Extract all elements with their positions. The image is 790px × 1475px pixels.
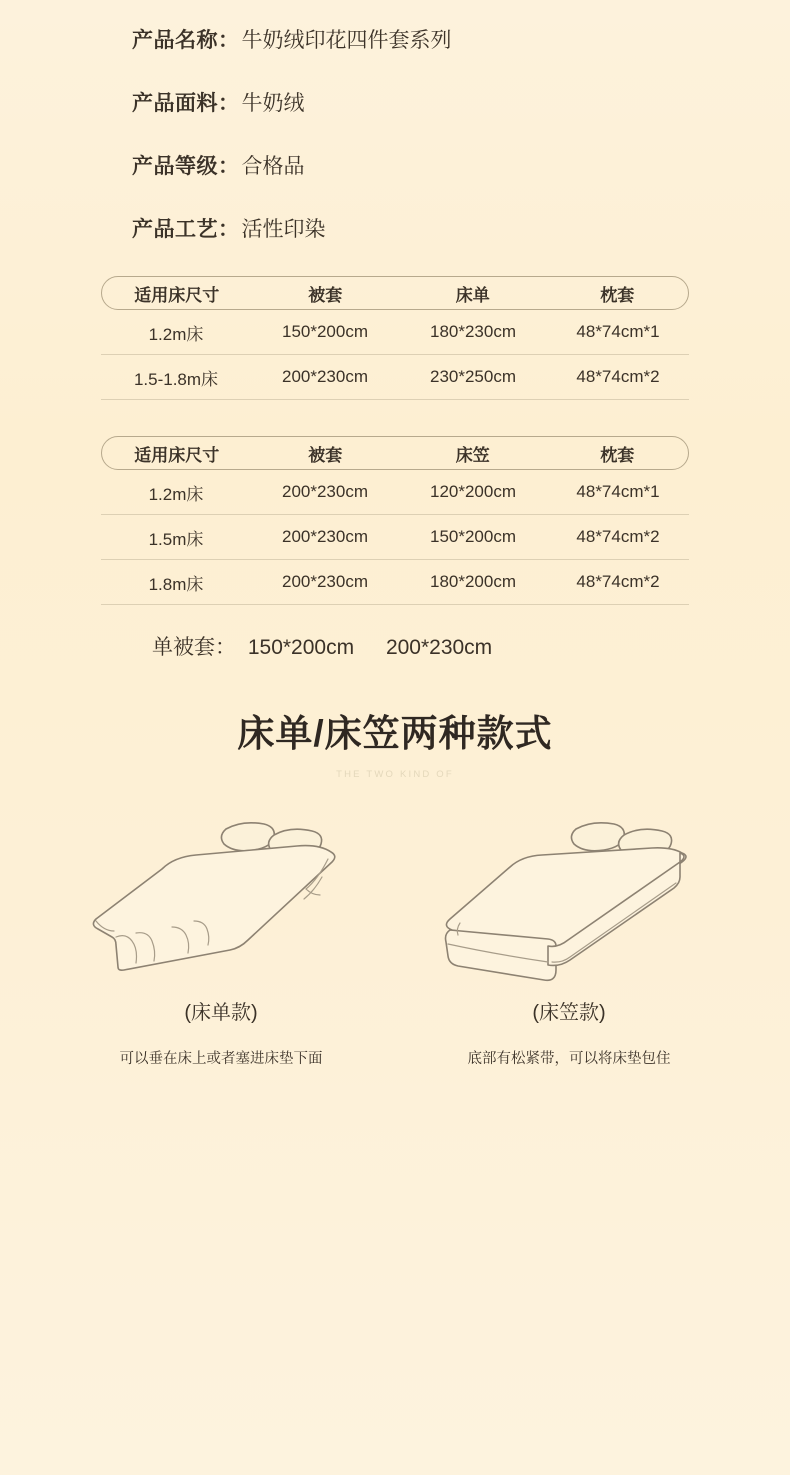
table-cell: 150*200cm	[429, 527, 516, 546]
column-header: 床笠	[455, 445, 490, 465]
illustration-note: 可以垂在床上或者塞进床垫下面	[119, 1051, 323, 1067]
table-cell: 1.2m床	[148, 324, 204, 344]
table-row	[101, 310, 689, 355]
size-table-fittedsheet	[101, 436, 689, 605]
table-cell: 1.5m床	[148, 529, 204, 549]
column-header: 床单	[455, 285, 490, 305]
table-cell: 48*74cm*2	[576, 572, 660, 591]
single-quilt-size-2: 200*230cm	[385, 636, 493, 659]
single-quilt-size-1: 150*200cm	[247, 636, 355, 659]
fittedsheet-drawing	[419, 802, 719, 992]
table-header-row	[101, 436, 689, 470]
spec-row	[132, 213, 790, 243]
illustration-note: 底部有松紧带，可以将床垫包住	[467, 1051, 671, 1067]
table-cell: 120*200cm	[429, 482, 516, 501]
bedsheet-drawing	[71, 802, 371, 992]
illustration-fittedsheet	[419, 802, 719, 1068]
table-row	[101, 355, 689, 400]
table-row	[101, 560, 689, 605]
table-cell: 230*250cm	[429, 367, 516, 386]
illustration-bedsheet	[71, 802, 371, 1068]
section-subheading-en: THE TWO KIND OF	[336, 769, 454, 780]
table-cell: 1.5-1.8m床	[133, 369, 219, 389]
illustration-caption: (床单款)	[184, 1002, 258, 1024]
section-heading: 床单/床笠两种款式	[237, 713, 553, 754]
table-cell: 200*230cm	[281, 572, 368, 591]
column-header: 枕套	[600, 285, 635, 305]
column-header: 适用床尺寸	[134, 285, 220, 305]
spec-row	[132, 24, 790, 54]
spec-value: 牛奶绒	[241, 92, 305, 115]
spec-value: 合格品	[241, 155, 305, 178]
single-quilt-label: 单被套：	[152, 636, 236, 659]
spec-label: 产品等级：	[132, 155, 240, 178]
table-row	[101, 515, 689, 560]
table-cell: 1.8m床	[148, 574, 204, 594]
spec-label: 产品名称：	[132, 29, 240, 52]
table-cell: 48*74cm*2	[576, 367, 660, 386]
column-header: 被套	[308, 285, 343, 305]
column-header: 枕套	[600, 445, 635, 465]
spec-label: 产品面料：	[132, 92, 240, 115]
spec-value: 牛奶绒印花四件套系列	[241, 29, 452, 52]
table-cell: 180*200cm	[429, 572, 516, 591]
single-quilt-cover-row	[152, 631, 790, 661]
table-cell: 180*230cm	[429, 322, 516, 341]
table-cell: 48*74cm*1	[576, 322, 660, 341]
table-row	[101, 470, 689, 515]
table-cell: 200*230cm	[281, 367, 368, 386]
table-cell: 48*74cm*2	[576, 527, 660, 546]
spec-label: 产品工艺：	[132, 218, 240, 241]
illustration-caption: (床笠款)	[532, 1002, 606, 1024]
table-cell: 150*200cm	[281, 322, 368, 341]
table-cell: 200*230cm	[281, 482, 368, 501]
column-header: 适用床尺寸	[134, 445, 220, 465]
column-header: 被套	[308, 445, 343, 465]
table-cell: 48*74cm*1	[576, 482, 660, 501]
table-cell: 1.2m床	[148, 484, 204, 504]
size-table-bedsheet	[101, 276, 689, 400]
spec-list	[0, 0, 790, 243]
spec-row	[132, 87, 790, 117]
table-header-row	[101, 276, 689, 310]
table-cell: 200*230cm	[281, 527, 368, 546]
illustration-group	[0, 802, 790, 1068]
spec-value: 活性印染	[241, 218, 326, 241]
spec-row	[132, 150, 790, 180]
